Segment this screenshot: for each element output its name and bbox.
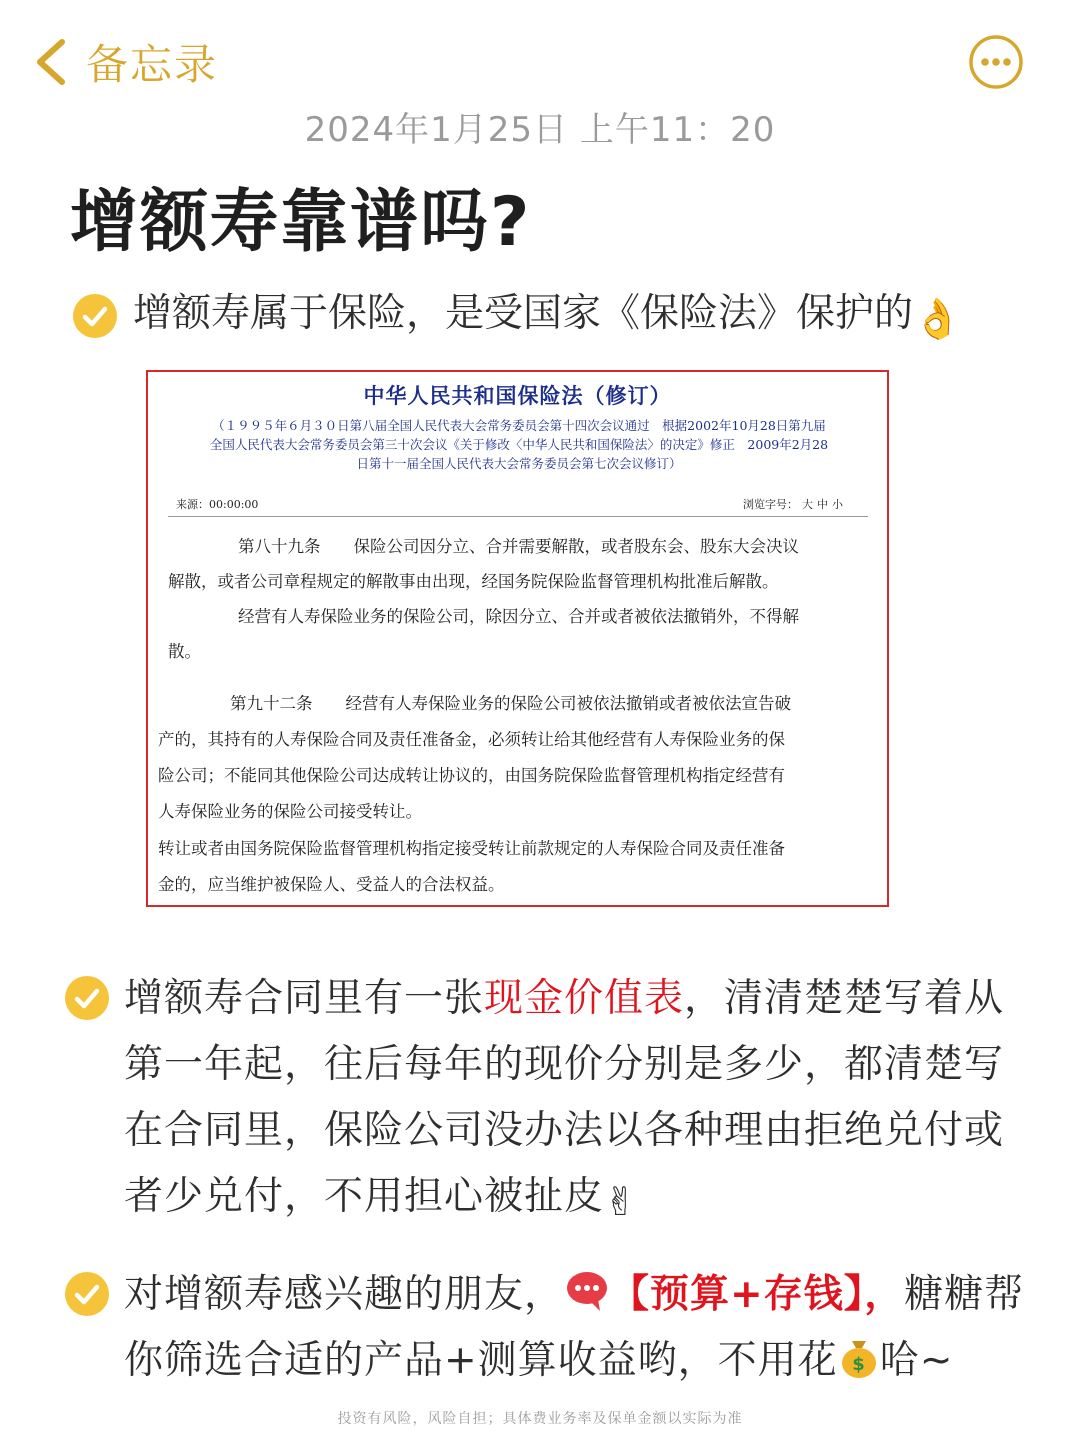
check-icon [64, 975, 110, 1021]
cash-value-table-highlight: 现金价值表 [484, 976, 685, 1021]
point-1 [133, 288, 1033, 346]
speech-bubble-icon [564, 1269, 610, 1313]
law-line: 第九十二条 经营有人寿保险业务的保险公司被依法撤销或者被依法宣告破 [230, 694, 791, 713]
law-line: 第八十九条 保险公司因分立、合并需要解散，或者股东会、股东大会决议 [238, 537, 799, 556]
point-2 [124, 966, 1034, 1236]
font-size-label: 浏览字号： [743, 498, 798, 511]
law-line: 险公司；不能同其他保险公司达成转让协议的，由国务院保险监督管理机构指定经营有 [158, 766, 785, 785]
font-size-small[interactable]: 小 [832, 498, 843, 511]
more-icon[interactable] [968, 34, 1024, 90]
point-3-text-end: 哈~ [879, 1338, 954, 1383]
svg-text:$: $ [851, 1354, 866, 1375]
law-subtitle-line: 日第十一届全国人民代表大会常务委员会第七次会议修订） [356, 456, 682, 471]
note-date: 2024年1月25日 上午11：20 [304, 110, 776, 150]
law-body [148, 372, 887, 905]
law-title: 中华人民共和国保险法（修订） [363, 383, 672, 408]
law-document-image [146, 370, 889, 907]
disclaimer: 投资有风险，风险自担；具体费业务率及保单金额以实际为准 [337, 1411, 743, 1427]
back-label[interactable]: 备忘录 [86, 40, 219, 89]
money-bag-icon [838, 1335, 880, 1379]
point-3-text-cont: 糖糖帮你筛选合适的产品+测算收益哟，不用花 [124, 1272, 1025, 1383]
law-line: 解散，或者公司章程规定的解散事由出现，经国务院保险监督管理机构批准后解散。 [168, 572, 779, 591]
check-icon [72, 293, 118, 339]
font-size-large[interactable]: 大 [802, 498, 813, 511]
victory-hand-icon: ✌ [604, 1180, 638, 1225]
law-subtitle-line: 全国人民代表大会常务委员会第三十次会议《关于修改〈中华人民共和国保险法〉的决定》修正 2009年2月28 [209, 437, 829, 452]
point-3-text: 对增额寿感兴趣的朋友， [124, 1272, 565, 1317]
budget-savings-highlight: 【预算+存钱】， [610, 1272, 905, 1317]
law-subtitle-line: （１９９５年６月３０日第八届全国人民代表大会常务委员会第十四次会议通过 根据2002年10月28日第九届 [212, 418, 826, 433]
law-line: 经营有人寿保险业务的保险公司，除因分立、合并或者被依法撤销外，不得解 [238, 607, 799, 626]
law-line: 人寿保险业务的保险公司接受转让。 [158, 802, 422, 821]
law-line: 转让或者由国务院保险监督管理机构指定接受转让前款规定的人寿保险合同及责任准备 [158, 839, 785, 858]
point-2-text-cont: ，清清楚楚写着从第一年起，往后每年的现价分别是多少，都清楚写在合同里，保险公司没办法以各种理由拒绝兑付或者少兑付，不用担心被扯皮 [124, 976, 1005, 1219]
law-line: 产的，其持有的人寿保险合同及责任准备金，必须转让给其他经营有人寿保险业务的保 [158, 730, 785, 749]
chevron-left-icon[interactable] [30, 32, 80, 92]
ok-hand-icon: 👌 [913, 297, 962, 342]
law-line: 散。 [168, 642, 201, 661]
check-icon [64, 1271, 110, 1317]
point-2-text: 增额寿合同里有一张 [124, 976, 485, 1021]
font-size-medium[interactable]: 中 [817, 498, 828, 511]
back-button[interactable] [30, 32, 218, 92]
law-source: 来源：00:00:00 [176, 498, 259, 511]
law-line: 金的，应当维护被保险人、受益人的合法权益。 [158, 875, 505, 894]
note-title: 增额寿靠谱吗? [70, 183, 532, 262]
point-1-text: 增额寿属于保险，是受国家《保险法》保护的 [133, 291, 914, 336]
point-3 [124, 1262, 1054, 1394]
